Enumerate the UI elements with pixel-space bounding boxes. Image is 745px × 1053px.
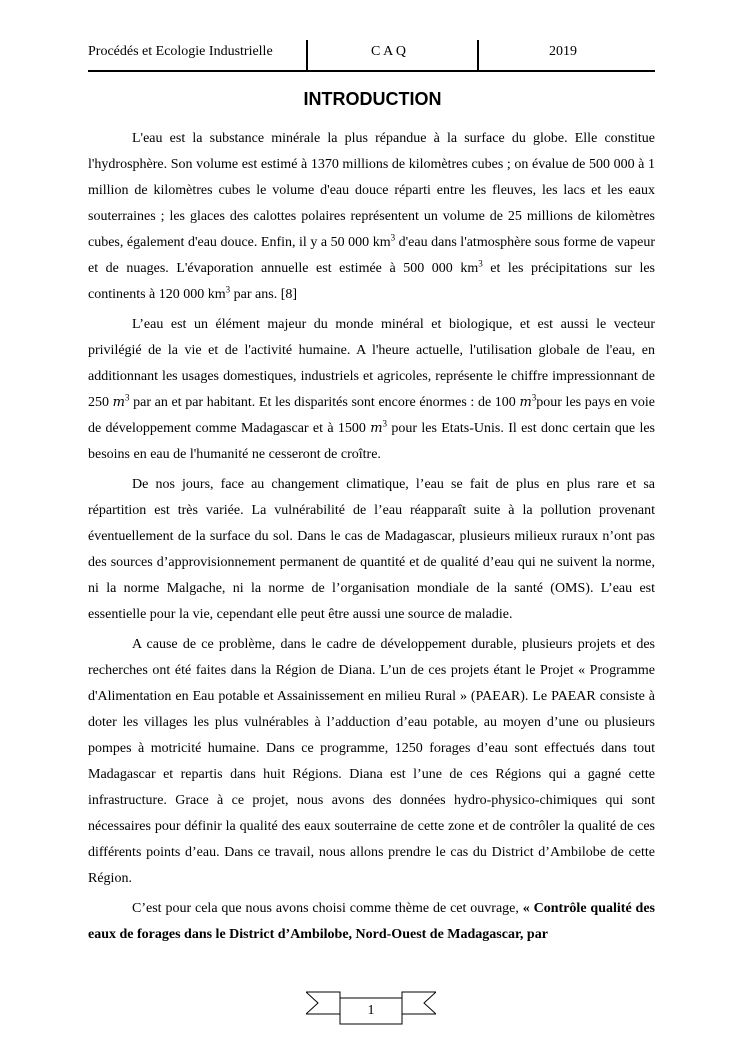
- document-body: [88, 126, 655, 952]
- header-year: 2019: [549, 44, 577, 59]
- superscript: 3: [478, 258, 483, 269]
- superscript: 3: [225, 284, 231, 295]
- paragraph-5: C’est pour cela que nous avons choisi comme thème de cet ouvrage, « Contrôle qualité des eaux de forages dans le District d’Ambilobe, Nord-Ouest de Madagascar, par: [88, 901, 655, 942]
- paragraph-1: L'eau est la substance minérale la plus répandue à la surface du globe. Elle constitue l'hydrosphère. Son volume est estimé à 1370 millions de kilomètres cubes ; on évalue de 500 000 à 1 million de kilomètres cubes le volume d'eau douce réparti entre les fleuves, les lacs et les eaux souterraines ; les glaces des calottes polaires représentent un volume de 25 millions de kilomètres cubes, également d'eau douce. Enfin, il y a 50 000 $km^3$ d'eau dans l'atmosphère sous forme de vapeur et de nuages. L'évaporation annuelle est estimée à 500 000 $km^3$ et les précipitations sur les continents à 120 000 $km^3$ par ans. [8]: [88, 131, 656, 302]
- page-number: 1: [367, 1003, 375, 1018]
- superscript: 3: [390, 232, 396, 243]
- math-unit: m: [370, 421, 383, 436]
- page-title: INTRODUCTION: [303, 89, 442, 109]
- paragraph-2: L’eau est un élément majeur du monde minéral et biologique, et est aussi le vecteur privilégié de la vie et de l'activité humaine. A l'heure actuelle, l'utilisation globale de l'eau, en additionnant les usages domestiques, industriels et agricoles, représente le chiffre impressionnant de 250 $m^3$ par an et par habitant. Et les disparités sont encore énormes : de 100 $m^3pour$ les pays en voie de développement comme Madagascar et à 1500 $m^3$ pour les Etats-Unis. Il est donc certain que les besoins en eau de l'humanité ne cesseront de croître.: [88, 317, 656, 462]
- header-separator: [477, 40, 479, 71]
- paragraph-3: De nos jours, face au changement climatique, l’eau se fait de plus en plus rare et sa répartition est très variée. La vulnérabilité de l’eau réapparaît suite à la pollution provenant éventuellement de la surface du sol. Dans le cas de Madagascar, plusieurs milieux ruraux n’ont pas des sources d’approvisionnement permanent de quantité et de qualité d’eau qui ne suivent la norme, ni la norme Malgache, ni la norme de l’organisation mondiale de la santé (OMS). L’eau est essentielle pour la vie, cependant elle peut être aussi une source de maladie.: [88, 477, 655, 622]
- superscript: 3: [124, 392, 130, 403]
- header-rule: [88, 70, 655, 72]
- header-separator: [306, 40, 308, 71]
- paragraph-4: A cause de ce problème, dans le cadre de développement durable, plusieurs projets et des recherches ont été faites dans la Région de Diana. L’un de ces projets étant le Projet « Programme d'Alimentation en Eau potable et Assainissement en milieu Rural » (PAEAR). Le PAEAR consiste à doter les villages les plus vulnérables à l’adduction d’eau potable, au moyen d’une ou plusieurs pompes à motricité humaine. Dans ce programme, 1250 forages d’eau sont effectués dans tout Madagascar et repartis dans huit Régions. Diana est l’une de ces Régions qui a gagné cette infrastructure. Grace à ce projet, nous avons des données hydro-physico-chimiques qui sont nécessaires pour définir la qualité des eaux souterraine de cette zone et de contrôler la qualité de ces différents points d’eau. Dans ce travail, nous allons prendre le cas du District d’Ambilobe de cette Région.: [88, 637, 655, 886]
- page-number-ribbon: [306, 986, 436, 1026]
- header-course: Procédés et Ecologie Industrielle: [88, 44, 273, 59]
- math-unit: m: [112, 395, 125, 410]
- page-header: [88, 40, 655, 72]
- superscript: 3: [382, 418, 388, 429]
- header-subject: C A Q: [371, 44, 407, 59]
- thesis-title: « Contrôle qualité des eaux de forages dans le District d’Ambilobe, Nord-Ouest de Madagascar, par: [88, 901, 655, 942]
- superscript: 3: [531, 392, 537, 403]
- math-unit: m: [519, 395, 532, 410]
